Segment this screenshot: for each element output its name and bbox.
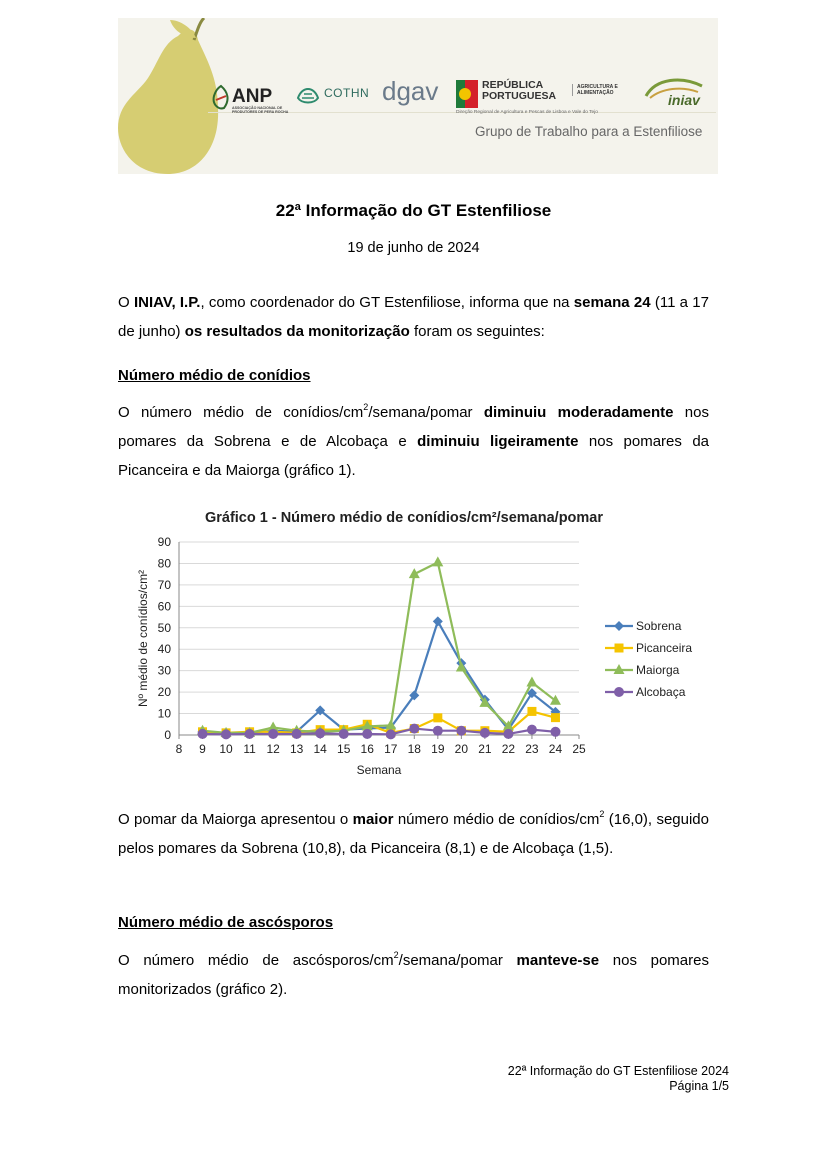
- conidia-paragraph: [118, 398, 709, 485]
- data-point-sobrena: [433, 616, 443, 626]
- header-banner: [118, 18, 718, 174]
- y-tick-label: 70: [157, 577, 171, 592]
- intro-bold-institution: INIAV, I.P.: [133, 294, 201, 311]
- cothn-mark-icon: [296, 84, 320, 106]
- portugal-emblem-icon: [456, 80, 478, 108]
- data-point-picanceira: [433, 713, 442, 722]
- results-bold: maior: [352, 811, 394, 828]
- data-point-alcobaca: [527, 725, 537, 735]
- data-point-alcobaca: [480, 728, 490, 738]
- y-tick-label: 90: [157, 535, 171, 549]
- page-footer: [508, 1064, 729, 1094]
- data-point-alcobaca: [433, 726, 443, 736]
- x-tick-label: 16: [360, 742, 374, 756]
- y-tick-label: 50: [157, 620, 171, 635]
- legend-label-alcobaca: Alcobaça: [636, 685, 686, 699]
- data-point-maiorga: [526, 676, 537, 686]
- data-point-alcobaca: [315, 728, 325, 738]
- legend-marker-alcobaca: [614, 687, 624, 697]
- conidia-text-1: O número médio de conídios/cm: [118, 404, 364, 421]
- intro-paragraph: [118, 288, 709, 346]
- data-point-maiorga: [550, 695, 561, 705]
- y-tick-label: 80: [157, 556, 171, 571]
- anp-logo-text: ANP: [232, 86, 273, 107]
- conidia-text-4: nos pomares da Picanceira e da Maiorga (gráfico 1).: [118, 433, 709, 479]
- republica-logo-text: REPÚBLICA PORTUGUESA: [482, 79, 557, 102]
- x-tick-label: 18: [407, 742, 421, 756]
- data-point-alcobaca: [221, 729, 231, 739]
- data-point-alcobaca: [339, 729, 349, 739]
- x-tick-label: 8: [175, 742, 183, 756]
- data-point-alcobaca: [268, 729, 278, 739]
- agricultura-logo-text: AGRICULTURA E ALIMENTAÇÃO: [572, 84, 629, 96]
- series-line-maiorga: [203, 562, 556, 732]
- intro-text-2: , como coordenador do GT Estenfiliose, informa que na: [200, 294, 574, 311]
- ascospores-text-1: O número médio de ascósporos/cm: [118, 952, 394, 969]
- x-tick-label: 10: [219, 742, 233, 756]
- x-tick-label: 17: [384, 742, 398, 756]
- y-tick-label: 0: [164, 728, 171, 742]
- x-tick-label: 9: [199, 742, 206, 756]
- data-point-alcobaca: [386, 729, 396, 739]
- conidia-bold-2: diminuiu ligeiramente: [417, 433, 579, 450]
- results-text-2: número médio de conídios/cm: [393, 811, 600, 828]
- legend-marker-sobrena: [614, 621, 624, 631]
- results-superscript: 2: [599, 809, 605, 819]
- x-tick-label: 19: [431, 742, 445, 756]
- data-point-alcobaca: [292, 729, 302, 739]
- intro-bold-results: os resultados da monitorização: [184, 323, 410, 340]
- intro-text-3: (11 a 17 de junho): [118, 294, 709, 340]
- x-tick-label: 22: [501, 742, 516, 756]
- results-text-1: O pomar da Maiorga apresentou o: [118, 811, 353, 828]
- dgav-logo-text: dgav: [382, 76, 439, 106]
- direcao-regional-text: Direção Regional de Agricultura e Pescas de Lisboa e Vale do Tejo: [456, 110, 598, 115]
- conidia-text-2: /semana/pomar: [368, 404, 484, 421]
- data-point-alcobaca: [362, 729, 372, 739]
- x-axis-label: Semana: [356, 763, 402, 777]
- document-date: 19 de junho de 2024: [347, 240, 480, 256]
- results-paragraph: [118, 805, 709, 863]
- y-tick-label: 60: [157, 599, 171, 614]
- data-point-maiorga: [432, 556, 443, 566]
- ascospores-superscript: 2: [393, 950, 399, 960]
- legend-label-picanceira: Picanceira: [636, 641, 693, 655]
- x-tick-label: 20: [454, 742, 469, 756]
- intro-text-1: O: [118, 294, 134, 311]
- x-tick-label: 15: [337, 742, 351, 756]
- ascospores-text-2: /semana/pomar: [398, 952, 517, 969]
- data-point-alcobaca: [245, 729, 255, 739]
- x-tick-label: 21: [478, 742, 492, 756]
- chart-1: [118, 505, 709, 785]
- data-point-picanceira: [527, 707, 536, 716]
- intro-bold-week: semana 24: [573, 294, 651, 311]
- cothn-logo-text: COTHN: [324, 86, 370, 100]
- ascospores-bold: manteve-se: [516, 952, 600, 969]
- iniav-logo-text: iniav: [668, 92, 700, 108]
- ascospores-paragraph: [118, 946, 709, 1004]
- series-line-sobrena: [203, 621, 556, 734]
- intro-text-4: foram os seguintes:: [409, 323, 545, 340]
- x-tick-label: 25: [572, 742, 586, 756]
- x-tick-label: 12: [266, 742, 280, 756]
- y-tick-label: 10: [157, 706, 171, 721]
- footer-page-number: Página 1/5: [669, 1079, 729, 1093]
- y-tick-label: 20: [157, 685, 171, 700]
- legend-label-sobrena: Sobrena: [636, 619, 682, 633]
- conidia-text-3: nos pomares da Sobrena e de Alcobaça e: [118, 404, 709, 450]
- legend-label-maiorga: Maiorga: [636, 663, 680, 677]
- working-group-name: Grupo de Trabalho para a Estenfiliose: [475, 124, 703, 139]
- document-title: 22ª Informação do GT Estenfiliose: [275, 201, 552, 220]
- x-tick-label: 13: [289, 742, 304, 756]
- chart-title: Gráfico 1 - Número médio de conídios/cm²/semana/pomar: [204, 510, 604, 526]
- conidia-bold-1: diminuiu moderadamente: [483, 404, 674, 421]
- ascospores-text-3: nos pomares monitorizados (gráfico 2).: [118, 952, 709, 998]
- y-axis-label: Nº médio de conídios/cm²: [136, 569, 150, 708]
- data-point-alcobaca: [550, 727, 560, 737]
- y-tick-label: 30: [157, 663, 171, 678]
- data-point-alcobaca: [409, 724, 419, 734]
- data-point-alcobaca: [456, 726, 466, 736]
- anp-logo-subtext: ASSOCIAÇÃO NACIONAL DE PRODUTORES DE PERA ROCHA: [232, 106, 289, 114]
- section-heading-conidia: Número médio de conídios: [118, 367, 311, 384]
- footer-document-name: 22ª Informação do GT Estenfiliose 2024: [507, 1064, 729, 1078]
- x-tick-label: 24: [548, 742, 563, 756]
- results-text-3: (16,0), seguido pelos pomares da Sobrena (10,8), da Picanceira (8,1) e de Alcobaça (1,5).: [118, 811, 709, 857]
- conidia-superscript: 2: [363, 402, 369, 412]
- anp-mark-icon: [210, 84, 232, 110]
- data-point-alcobaca: [198, 729, 208, 739]
- chart-svg: [118, 505, 709, 785]
- section-heading-ascospores: Número médio de ascósporos: [118, 914, 334, 931]
- legend-marker-picanceira: [615, 644, 624, 653]
- x-tick-label: 14: [313, 742, 327, 756]
- x-tick-label: 23: [525, 742, 539, 756]
- data-point-picanceira: [551, 713, 560, 722]
- data-point-alcobaca: [503, 729, 513, 739]
- x-tick-label: 11: [243, 742, 256, 756]
- y-tick-label: 40: [157, 642, 171, 657]
